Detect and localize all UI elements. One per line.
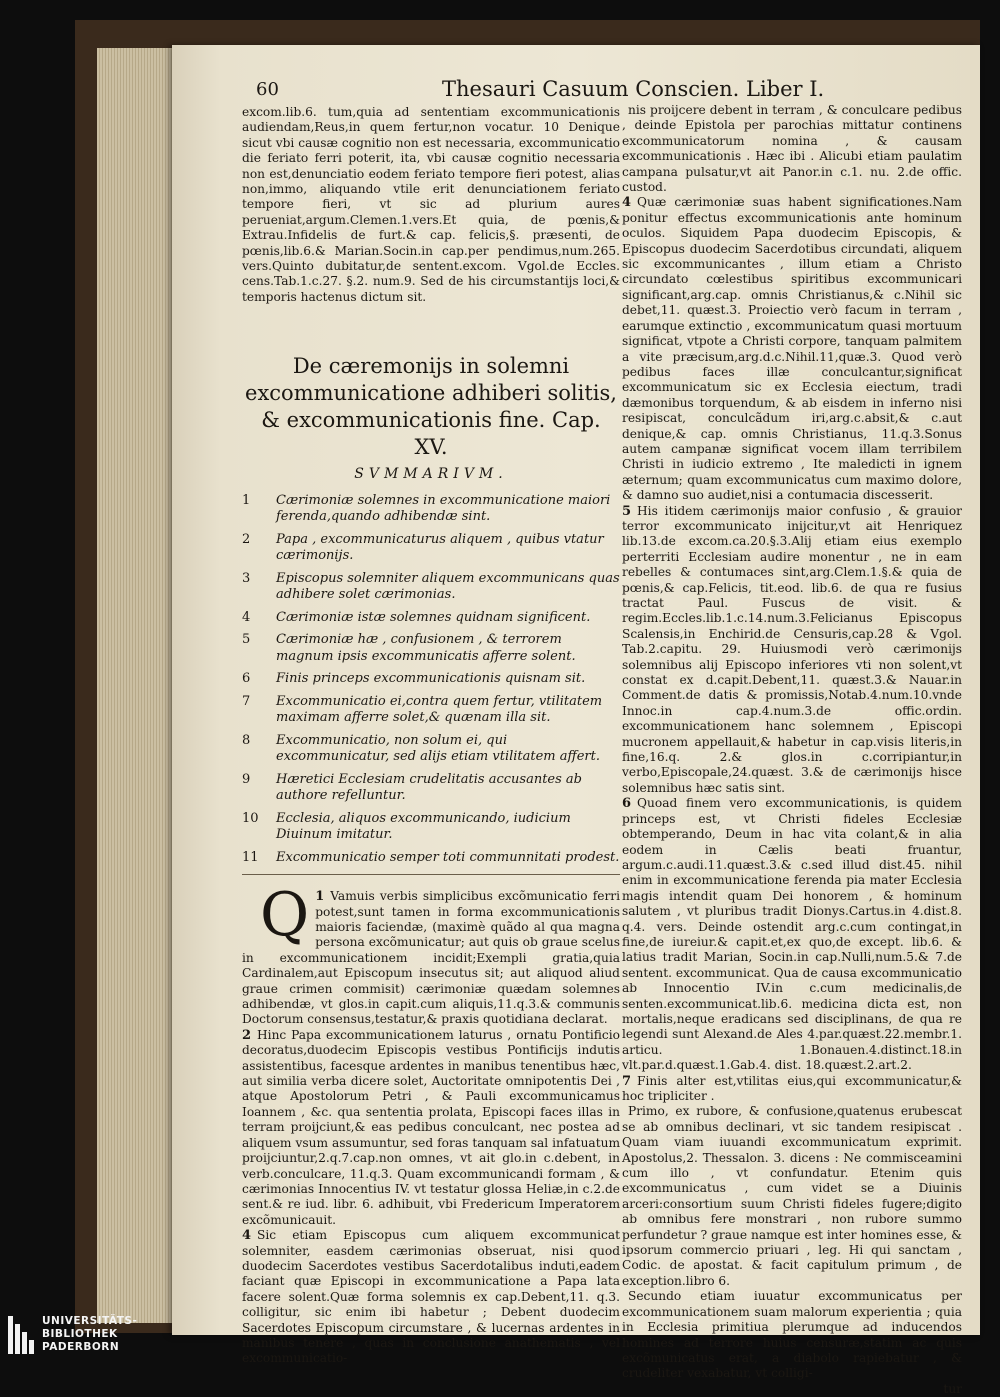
page-stack-edges — [97, 48, 177, 1323]
paragraph-text: Vamuis verbis simplicibus excõmunicatio ferri potest,sunt tamen in forma excommunicationis maioris faciendæ, (maximè quãdo al qua magna persona excõmunicatur; aut quis ob graue scelus in excommunicationem incidit;Exempli gratia,quia Cardinalem,aut Episcopum insecutus sit; aut aliquod aliud graue crimen commisit) cærimoniæ quædam solemnes adhibendæ, vt glos.in capit.cum aliquis,11.q.3.& communis Doctorum consensus,testatur,& praxis quotidiana declarat. — [242, 889, 620, 1027]
summary-text: Excommunicatio, non solum ei, qui excommunicatur, sed alijs etiam vtilitatem affert. — [276, 732, 600, 765]
marginal-number: 5 — [622, 503, 632, 519]
summary-item — [242, 571, 620, 604]
summary-number: 8 — [242, 732, 251, 748]
summary-item — [242, 850, 620, 867]
summary-item — [242, 733, 620, 766]
marginal-number: 6 — [622, 796, 632, 812]
marginal-number: 2 — [242, 1027, 252, 1043]
marginal-number: 7 — [622, 1073, 632, 1089]
summary-text: Cærimoniæ hæ , confusionem , & terrorem magnum ipsis excommunicatis afferre solent. — [276, 632, 576, 664]
summary-number: 4 — [242, 609, 251, 625]
paragraph-text: Sic etiam Episcopus cum aliquem excommunicat solemniter, easdem cærimonias obseruat, nisi quod duodecim Sacerdotes vestibus Sacerdotalibus induti,eadem faciant quæ Episcopi in excommunicatione a Papa lata facere solent.Quæ forma solemnis ex cap.Debent,11. q.3. colligitur, sic enim ibi habetur ; Debent duodecim Sacerdotes Episcopum circumstare , & lucernas ardentes in manibus tenere , quas in conclusione anathematis , vel excommunicatio- — [242, 1228, 620, 1366]
summary-text: Episcopus solemniter aliquem excommunicans quas adhibere solet cærimonias. — [276, 570, 620, 603]
summary-item — [242, 493, 620, 526]
body-paragraph — [622, 1074, 962, 1105]
summary-item — [242, 610, 620, 627]
summary-item — [242, 811, 620, 844]
paragraph-text: His itidem cærimonijs maior confusio , & grauior terror excommunicato inijcitur,vt ait Henriquez lib.13.de excom.ca.20.§.3.Alij etiam eius exemplo perterriti Ecclesiam audire monentur , ne in eam rebelles & contumaces sint,arg.Clem.1.§.& quia de pœnis,& cap.Felicis, tit.eod. lib.6. de qua re fusius tractat Paul. Fuscus de visit. & regim.Eccles.lib.1.c.14.num.3.Felicianus Episcopus Scalensis,in Enchirid.de Censuris,cap.28 & Vgol. Tab.2.capitu. 29. Huiusmodi verò cærimonijs solemnibus alij Episcopo inferiores vti non solent,vt constat ex d.capit.Debent,11. quæst.3.& Nauar.in Comment.de datis & promissis,Notab.4.num.10.vnde Innoc.in cap.4.num.3.de offic.ordin. excommunicationem hanc solemnem , Episcopi mucronem appellauit,& habetur in cap.visis literis,in fine,16.q. 2.& glos.in c.corripiantur,in verbo,Episcopale,24.quæst. 3.& de cærimonijs hisce solemnibus hæc satis sint. — [622, 503, 962, 795]
chapter-title: De cæremonijs in solemni excommunicatione adhiberi solitis, & excommunicationis fine. Cap. XV. — [245, 354, 617, 460]
summary-item — [242, 694, 620, 727]
paragraph-text: Primo, ex rubore, & confusione,quatenus erubescat se ab omnibus declinari, vt sic tandem resipiscat . Quam viam iuuandi excommunicatum exprimit. Apostolus,2. Thessalon. 3. dicens : Ne commisceamini cum illo , vt confundatur. Etenim quis excommunicatus , cum videt se a Diuinis arceri:consortium suum Christi fideles fugere;digito ab omnibus fere monstrari , non rubore summo perfundetur ? graue namque est inter homines esse, & ipsorum commercio priuari , leg. Hi qui sanctam , Codic. de apostat. & facit capitulum primum , de exception.libro 6. — [622, 1104, 962, 1288]
body-paragraph — [242, 1028, 620, 1228]
summary-heading: SVMMARIVM. — [354, 466, 508, 483]
summary-text: Ecclesia, aliquos excommunicando, iudicium Diuinum imitatur. — [276, 810, 571, 843]
summary-text: Excommunicatio semper toti communnitati prodest. — [276, 849, 620, 865]
running-head-title: Thesauri Casuum Conscien. Liber I. — [442, 77, 825, 101]
summary-number: 10 — [242, 810, 259, 826]
library-line-3: PADERBORN — [42, 1341, 120, 1353]
summary-number: 5 — [242, 632, 251, 648]
body-paragraph — [242, 1228, 620, 1367]
summary-text: Papa , excommunicaturus aliquem , quibus vtatur cærimonijs. — [276, 531, 604, 564]
library-logo-text — [42, 1315, 137, 1354]
body-paragraph — [622, 103, 962, 195]
body-paragraph — [242, 880, 620, 1028]
summary-number: 7 — [242, 693, 251, 709]
paragraph-text: Quæ cærimoniæ suas habent significationes.Nam ponitur effectus excommunicationis ante hominum oculos. Siquidem Papa duodecim Episcopis, & Episcopus duodecim Sacerdotibus circundati, aliquem sic excommunicantes , illum etiam a Christo circundato cœlestibus spiritibus excommunicari significant,arg.cap. omnis Christianus,& c.Nihil sic debet,11. quæst.3. Proiectio verò facum in terram , earumque extinctio , excommunicatum quasi mortuum significat, vtpote a Christi corpore, tanquam palmitem a vite præcisum,arg.d.c.Nihil.11,quæ.3. Quod verò pedibus faces illæ conculcantur,significat excommunicatum sic ex Ecclesia eiectum, tradi dæmonibus torquendum, & ab eisdem in inferno nisi resipiscat, conculcãdum iri,arg.c.absit,& c.aut denique,& cap. omnis Christianus, 11.q.3.Sonus autem campanæ significat vocem illam terribilem Christi in iudicio extremo , Ite maledicti in ignem æternum; quam excommunicatus cum maximo dolore, & damno suo audiet,nisi a contumacia discesserit. — [622, 195, 962, 503]
paragraph-text: Finis alter est,vtilitas eius,qui excommunicatur,& hoc tripliciter . — [622, 1073, 962, 1103]
marginal-number: 4 — [242, 1228, 252, 1244]
summary-rule — [242, 874, 620, 875]
drop-cap: Q — [260, 880, 310, 951]
summary-number: 2 — [242, 531, 251, 547]
summary-number: 11 — [242, 849, 259, 865]
summary-text: Hæretici Ecclesiam crudelitatis accusantes ab authore refelluntur. — [276, 771, 582, 804]
body-paragraph — [622, 195, 962, 503]
summary-item — [242, 632, 620, 665]
summary-number: 3 — [242, 570, 251, 586]
book-page — [172, 45, 980, 1396]
marginal-number: 4 — [622, 195, 632, 211]
paragraph-text: nis proijcere debent in terram , & conculcare pedibus , deinde Epistola per parochias mittatur continens excommunicatorum nomina , & causam excommunicationis . Hæc ibi . Alicubi etiam paulatim campana pulsatur,vt ait Panor.in c.1. nu. 2.de offic. custod. — [622, 103, 962, 195]
paragraph-text: Secundo etiam iuuatur excommunicatus per excommunicationem suam malorum experientia ; quia in Ecclesia primitiua plerumque ad inducendos homines ad terrore huius censuræ,statim ac quis excõmunicatus erat, a diabolo rapiebatur , & crudeliter vexabatur, vt colligi- — [622, 1289, 962, 1381]
catchword-text: tur — [943, 1381, 962, 1396]
catchword — [622, 1382, 962, 1397]
summary-text: Finis princeps excommunicationis quisnam sit. — [276, 671, 586, 687]
folio-number: 60 — [256, 79, 279, 100]
summary-number: 9 — [242, 771, 251, 787]
marginal-number: 1 — [315, 889, 325, 905]
summary-number: 1 — [242, 492, 251, 508]
summary-item — [242, 671, 620, 688]
body-paragraph — [622, 796, 962, 1073]
summary-number: 6 — [242, 671, 251, 687]
left-column — [242, 105, 620, 1367]
summary-text: Cærimoniæ istæ solemnes quidnam significent. — [276, 609, 591, 625]
right-column — [622, 103, 962, 1397]
summary-text: Cærimoniæ solemnes in excommunicatione maiori ferenda,quando adhibendæ sint. — [276, 492, 611, 525]
body-paragraph — [622, 504, 962, 797]
summary-item — [242, 772, 620, 805]
library-logo-icon — [8, 1316, 34, 1354]
library-line-1: UNIVERSITÄTS- — [42, 1315, 138, 1327]
library-line-2: BIBLIOTHEK — [42, 1328, 118, 1340]
paragraph-text: Quoad finem vero excommunicationis, is quidem princeps est, vt Christi fideles Ecclesiæ obtemperando, Deum in hac vita colant,& in alia eodem in Cælis beati fruantur, argum.c.audi.11.quæst.3.& c.sed illud dist.45. nihil enim in excommunicatione ferenda pia mater Ecclesia magis intendit quam Dei honorem , & hominum salutem , vt pluribus tradit Dionys.Cartus.in 4.dist.8. q.4. vers. Deinde ostendit arg.c.cum contingat,in fine,de iureiur.& capit.et,ex quo,de except. lib.6. & latius tradit Marian, Socin.in cap.Nulli,num.5.& 7.de sentent. excommunicat. Qua de causa excommunicatio ab Innocentio IV.in c.cum medicinalis,de senten.excommunicat.lib.6. medicina dicta est, non mortalis,neque eradicans sed disciplinans, de qua re legendi sunt Alexand.de Ales 4.par.quæst.22.membr.1. articu. 1.Bonauen.4.distinct.18.in vlt.par.d.quæst.1.Gab.4. dist. 18.quæst.2.art.2. — [622, 796, 963, 1073]
library-logo — [8, 1312, 178, 1357]
body-paragraph — [622, 1104, 962, 1289]
summary-item — [242, 532, 620, 565]
continuation-text: excom.lib.6. tum,quia ad sententiam excommunicationis audiendam,Reus,in quem fertur,non vocatur. 10 Denique sicut vbi causæ cognitio non est necessaria, excommunicatio die feriato ferri poterit, ita, vbi causæ cognitio necessaria non est,denunciatio eodem feriato tempore fieri potest, alias non,immo, aliquando vtile erit denunciationem feriato tempore fieri, vt sic ad plurium aures perueniat,argum.Clemen.1.vers.Et quia, de pœnis,& Extrau.Infidelis de furt.& cap. felicis,§. præsenti, de pœnis,lib.6.& Marian.Socin.in cap.per pendimus,num.265. vers.Quinto dubitatur,de sentent.excom. Vgol.de Eccles. cens.Tab.1.c.27. §.2. num.9. Sed de his circumstantijs loci,& temporis hactenus dictum sit. — [242, 105, 620, 304]
body-paragraph — [622, 1289, 962, 1381]
paragraph-text: Hinc Papa excommunicationem laturus , ornatu Pontificio decoratus,duodecim Episcopis vestibus Pontificijs indutis assistentibus, facesque ardentes in manibus tenentibus hæc, aut similia verba dicere solet, Auctoritate omnipotentis Dei , atque Apostolorum Petri , & Pauli excommunicamus Ioannem , &c. qua sententia prolata, Episcopi faces illas in terram proijciunt,& eas pedibus conculcant, nec postea ad aliquem vsum assumuntur, sed foras tanquam sal infatuatum proijciuntur,2.q.7.cap.non omnes, vt ait glo.in c.debent, in verb.conculcare, 11.q.3. Quam excommunicandi formam , & cærimonias Innocentius IV. vt testatur glossa Heliæ,in c.2.de sent.& re iud. libr. 6. adhibuit, vbi Fredericum Imperatorem excõmunicauit. — [242, 1027, 620, 1227]
summary-text: Excommunicatio ei,contra quem fertur, vtilitatem maximam afferre solet,& quænam illa sit. — [276, 693, 603, 726]
summary-list — [242, 493, 620, 867]
